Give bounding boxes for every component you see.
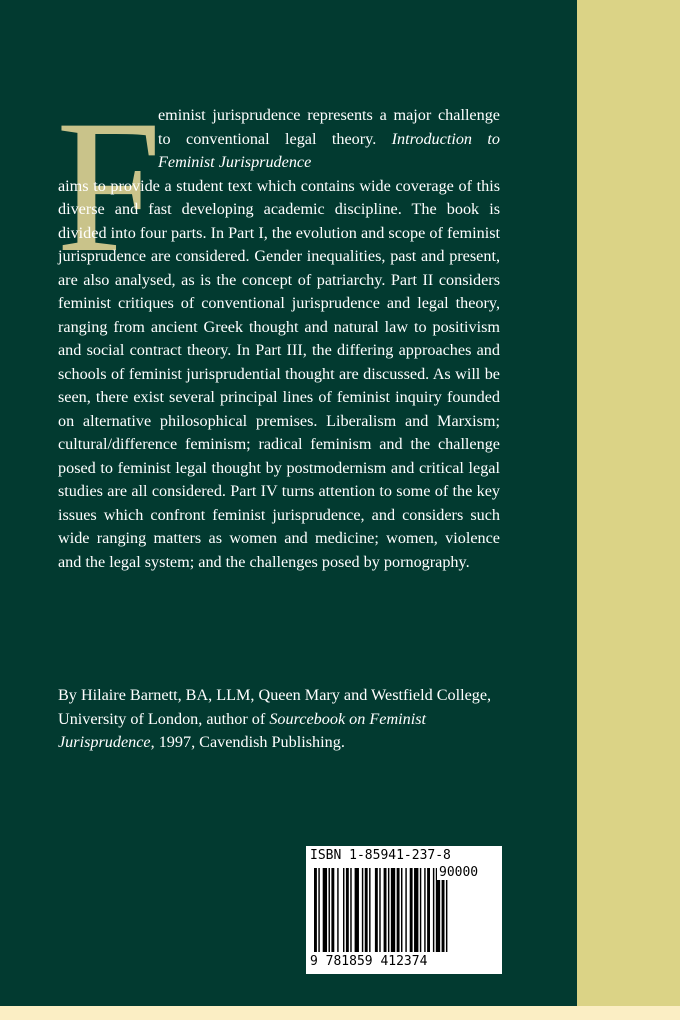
blurb-paragraph — [58, 104, 500, 574]
barcode-bar — [369, 868, 370, 952]
author-byline — [58, 684, 498, 755]
barcode-bar — [397, 868, 400, 952]
byline-before: By Hilaire Barnett, BA, LLM, Queen Mary and Westfield College, University of London, author of — [58, 686, 492, 728]
barcode-bar — [329, 868, 330, 952]
barcode-digits: 9 781859 412374 — [310, 954, 428, 969]
barcode-bar — [350, 868, 351, 952]
barcode-bar — [446, 868, 447, 952]
barcode-bar — [365, 868, 368, 952]
book-title: Introduction to Feminist Jurisprudence — [158, 129, 501, 171]
barcode-bar — [318, 868, 319, 952]
barcode-bars — [314, 868, 490, 952]
bottom-strip — [0, 1006, 680, 1020]
barcode-bar — [346, 868, 349, 952]
barcode-bar — [375, 868, 378, 952]
barcode-bar — [355, 868, 359, 952]
barcode-addon: 90000 — [439, 865, 479, 880]
drop-cap-letter: F — [56, 82, 162, 292]
barcode-bar — [388, 868, 389, 952]
byline-title: Sourcebook on Feminist Jurisprudence — [58, 709, 427, 751]
barcode-bar — [323, 868, 327, 952]
barcode-bar — [436, 868, 440, 952]
barcode-bar — [401, 868, 402, 952]
barcode-bar — [410, 868, 413, 952]
blurb-first-line — [58, 104, 500, 175]
barcode-bar — [420, 868, 421, 952]
barcode-bar — [391, 868, 395, 952]
barcode-bar — [337, 868, 338, 952]
isbn-label: ISBN 1-85941-237-8 — [310, 848, 451, 863]
barcode-bar — [362, 868, 363, 952]
spine-strip — [577, 0, 680, 1006]
barcode-bar — [424, 868, 425, 952]
barcode-bar — [343, 868, 344, 952]
barcode-bar — [427, 868, 430, 952]
barcode-bar — [331, 868, 334, 952]
blurb-body: aims to provide a student text which contains wide coverage of this diverse and fast developing academic discipline. The book is divided into four parts. In Part I, the evolution and scope of feminist jurisprudence are considered. Gender inequalities, past and present, are also analysed, as is the concept of patriarchy. Part II considers feminist critiques of conventional jurisprudence and legal theory, ranging from ancient Greek thought and natural law to positivism and social contract theory. In Part III, the differing approaches and schools of feminist jurisprudential thought are discussed. As will be seen, there exist several principal lines of feminist inquiry founded on alternative philosophical premises. Liberalism and Marxism; cultural/difference feminism; radical feminism and the challenge posed to feminist legal thought by postmodernism and critical legal studies are all considered. Part IV turns attention to some of the key issues which confront feminist jurisprudence, and considers such wide ranging matters as women and medicine; women, violence and the legal system; and the challenges posed by pornography. — [58, 176, 500, 571]
blurb-line1: eminist jurisprudence represents a major challenge to conventional legal theory. — [158, 106, 500, 148]
byline-after: , 1997, Cavendish Publishing. — [150, 733, 345, 751]
barcode-bar — [384, 868, 387, 952]
barcode-bar — [414, 868, 418, 952]
barcode-bar — [405, 868, 406, 952]
barcode-bar — [379, 868, 380, 952]
barcode-bar — [442, 868, 445, 952]
barcode-bar — [314, 868, 317, 952]
barcode-box — [306, 846, 502, 974]
barcode-bar — [433, 868, 434, 952]
